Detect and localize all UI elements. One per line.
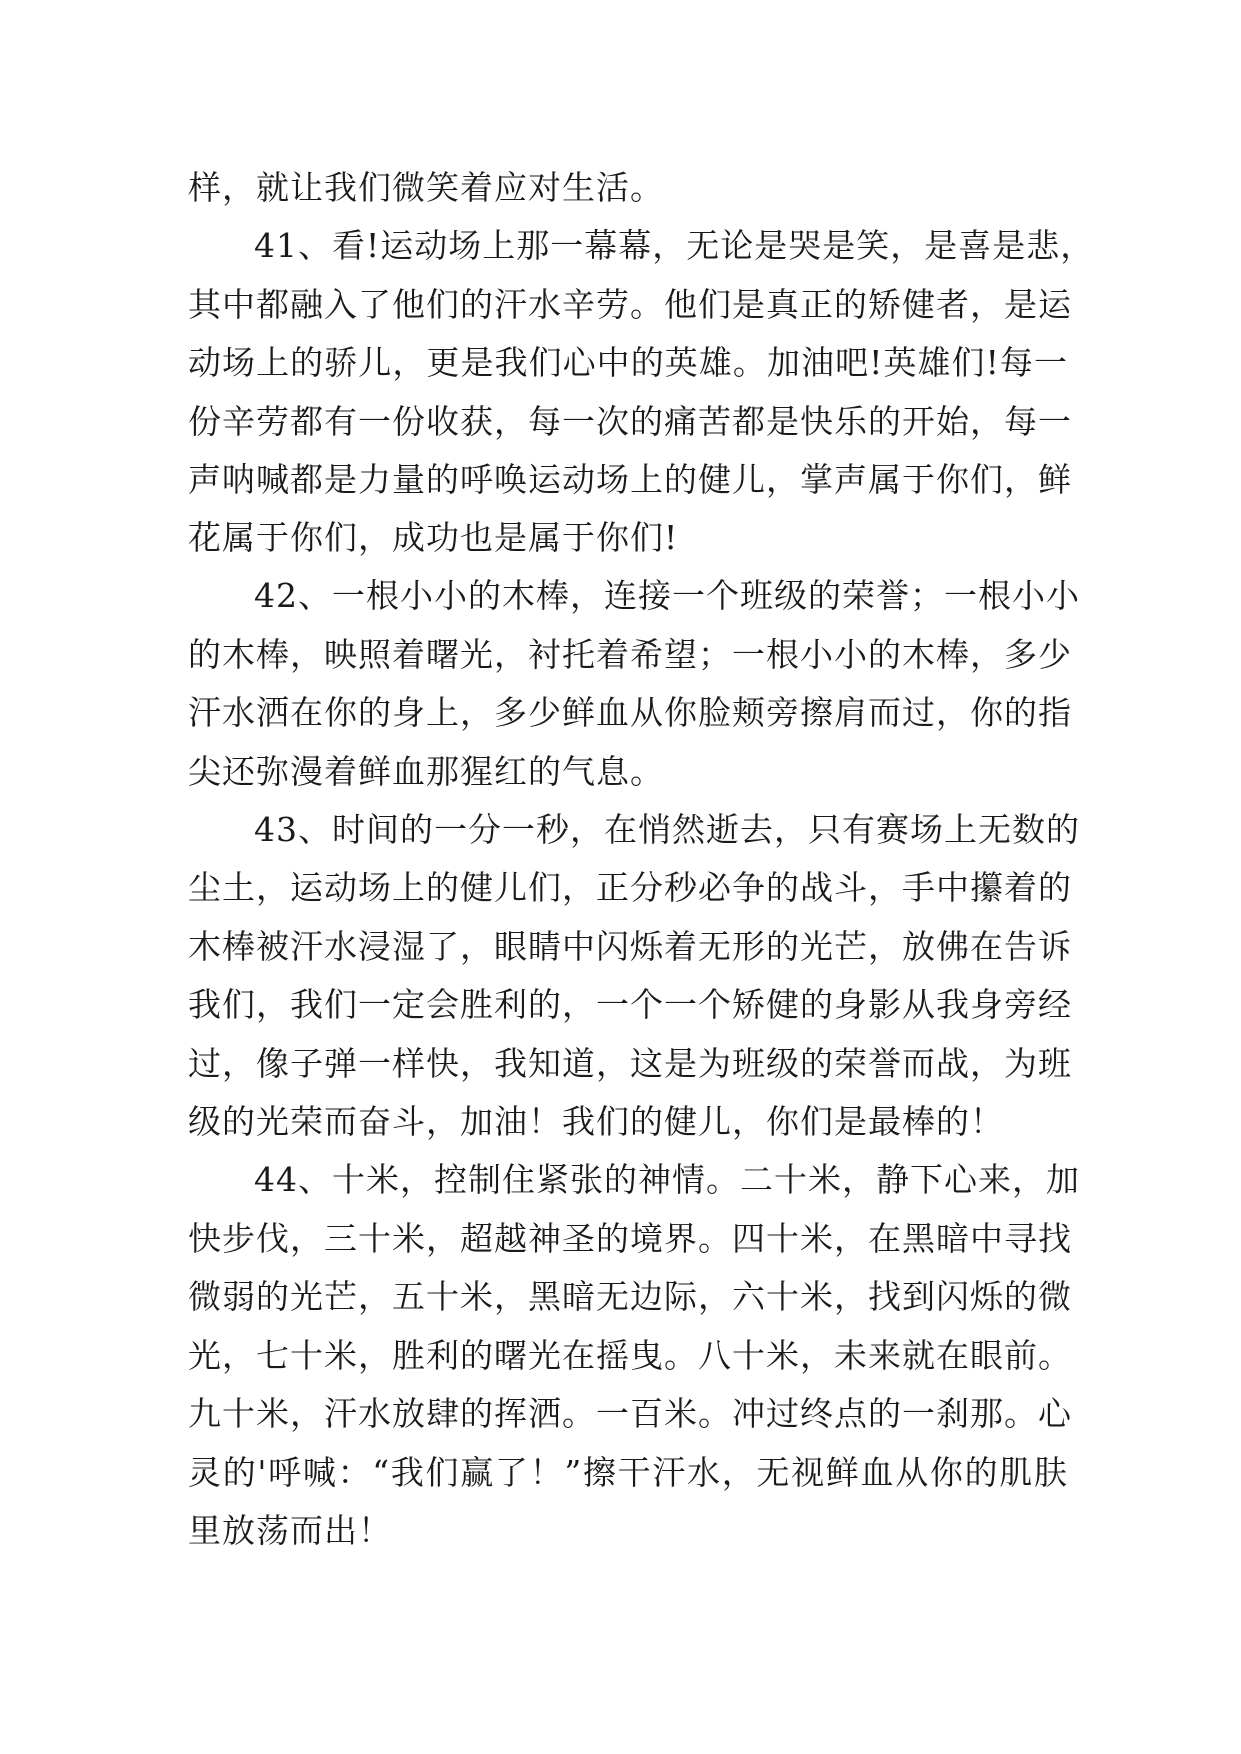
paragraph-43-line-1: 43、时间的一分一秒，在悄然逝去，只有赛场上无数的: [254, 810, 1080, 849]
paragraph-44-line-2: 快步伐，三十米，超越神圣的境界。四十米，在黑暗中寻找: [188, 1219, 1072, 1258]
paragraph-44-line-4: 光，七十米，胜利的曙光在摇曳。八十米，未来就在眼前。: [188, 1336, 1072, 1375]
paragraph-41-line-4: 份辛劳都有一份收获，每一次的痛苦都是快乐的开始，每一: [188, 402, 1072, 441]
paragraph-44-line-1: 44、十米，控制住紧张的神情。二十米，静下心来，加: [254, 1160, 1080, 1199]
paragraph-42-line-4: 尖还弥漫着鲜血那猩红的气息。: [188, 752, 664, 791]
paragraph-41-line-5: 声呐喊都是力量的呼唤运动场上的健儿，掌声属于你们，鲜: [188, 460, 1072, 499]
paragraph-43-line-4: 我们，我们一定会胜利的，一个一个矫健的身影从我身旁经: [188, 985, 1072, 1024]
paragraph-44-line-5: 九十米，汗水放肆的挥洒。一百米。冲过终点的一刹那。心: [188, 1394, 1072, 1433]
paragraph-41-line-3: 动场上的骄儿，更是我们心中的英雄。加油吧!英雄们!每一: [188, 343, 1068, 382]
paragraph-43-line-2: 尘土，运动场上的健儿们，正分秒必争的战斗，手中攥着的: [188, 868, 1072, 907]
paragraph-42-line-2: 的木棒，映照着曙光，衬托着希望；一根小小的木棒，多少: [188, 635, 1072, 674]
paragraph-43-line-5: 过，像子弹一样快，我知道，这是为班级的荣誉而战，为班: [188, 1044, 1072, 1083]
paragraph-42-line-1: 42、一根小小的木棒，连接一个班级的荣誉；一根小小: [254, 576, 1080, 615]
paragraph-44-line-6: 灵的'呼喊：“我们赢了！”擦干汗水，无视鲜血从你的肌肤: [188, 1453, 1068, 1492]
paragraph-44-line-7: 里放荡而出！: [188, 1511, 392, 1550]
paragraph-41-line-2: 其中都融入了他们的汗水辛劳。他们是真正的矫健者，是运: [188, 285, 1072, 324]
paragraph-41-line-6: 花属于你们，成功也是属于你们!: [188, 518, 679, 557]
text-line-1: 样，就让我们微笑着应对生活。: [188, 168, 664, 207]
paragraph-42-line-3: 汗水洒在你的身上，多少鲜血从你脸颊旁擦肩而过，你的指: [188, 693, 1072, 732]
paragraph-43-line-3: 木棒被汗水浸湿了，眼睛中闪烁着无形的光芒，放佛在告诉: [188, 927, 1072, 966]
paragraph-41-line-1: 41、看!运动场上那一幕幕，无论是哭是笑，是喜是悲，: [254, 226, 1095, 265]
paragraph-43-line-6: 级的光荣而奋斗，加油！我们的健儿，你们是最棒的！: [188, 1102, 1004, 1141]
paragraph-44-line-3: 微弱的光芒，五十米，黑暗无边际，六十米，找到闪烁的微: [188, 1277, 1072, 1316]
